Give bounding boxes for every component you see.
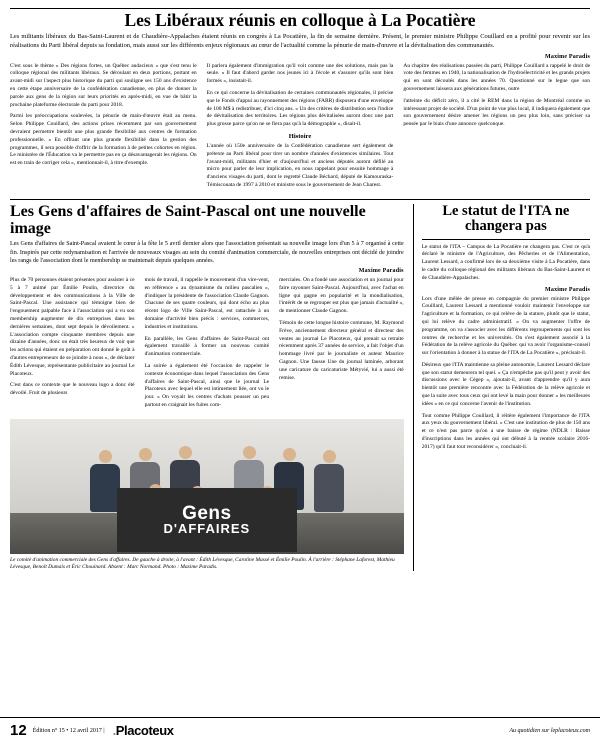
person-body	[90, 464, 120, 512]
logo-main: Gens	[182, 503, 232, 525]
article2-title: Les Gens d'affaires de Saint-Pascal ont une nouvelle image	[10, 202, 366, 237]
article1-column-1	[10, 63, 197, 194]
paragraph: L'année où 150e anniversaire de la Confédération canadienne sert également de prétexte au Parti libéral pour tirer un nombre d'années d'existences similaires. Tout l'avant-midi, militants d'hier et d'aujourd'hui et anciens députés auront défilé au micro pour parler de leur implication, en nous rappelant pour ensuite hommage à d'anciens visages du parti, dont le regretté Claude Béchard, député de Kamouraska-Témiscouata de 1997 à 2010 et ministre sous le gouvernement de Jean Charest.	[206, 143, 394, 189]
photo-caption: Le comité d'animation commerciale des Gens d'affaires. De gauche à droite, à l'avant : Édith Lévesque, Caroline Massé et Émilie Poulin. À l'arrière : Stéphane Laforest, Mathieu Lévesque, Benoît Dumais et Éric Chouinard. Absent : Marc Normand. Photo : Maxime Paradis.	[10, 556, 395, 571]
person-figure	[312, 450, 346, 514]
page-footer	[0, 717, 600, 743]
article1-columns	[10, 63, 590, 194]
article2-column-3	[279, 277, 404, 414]
paragraph: mois de travail, il rappelle le mouvement d'un vire-vent, en référence « au dynamisme du milieu pascalien », d'indiquer la présidente de l'association Claude Gagnon. Chacune de ses quatre couleurs, qui dont écho au plus récent logo de Ville Saint-Pascal, est rattachée à un domaine d'activité bien précis : services, commerces, industries et institutions.	[144, 277, 270, 330]
gens-affaires-logo	[117, 488, 297, 552]
article2-byline: Maxime Paradis	[358, 268, 404, 275]
article1-column-3	[403, 63, 590, 194]
paragraph: C'est sous le thème « Des régions fortes, un Québec audacieux » que s'est tenu le colloque régional des militants libéraux. Se déroulant en deux portions, portant en avant-midi sur l'aspect plus historique du parti qui souligne ses 150 ans d'existence en cette étape anniversaire de la confédération canadienne, en plus de donner la parole aux gens de la région sur leurs priorités en après-midi, en vue de bâtir la prochaine plateforme électorale du parti pour 2018.	[10, 62, 197, 108]
article3-title: Le statut de l'ITA ne changera pas	[442, 202, 570, 235]
person-head	[179, 446, 192, 459]
paragraph: C'est dans ce contexte que le nouveau logo a donc été dévoilé. Fruit de plusieurs	[10, 382, 135, 397]
paragraph: Il parlera également d'immigration qu'il voit comme une des solutions, mais pas la seule. « Il faut d'abord garder nos jeunes ici à l'école et s'assurer qu'ils sont bien formés », insistait-il.	[206, 62, 394, 85]
article2-column-2	[145, 277, 270, 414]
paragraph: Lors d'une mêlée de presse en compagnie du premier ministre Philippe Couillard, Laurent Lessard a mentionné vouloir maintenir l'enveloppe sur l'agriculture et la formation, ce qui relève de la stature, plutôt que le statut, qui lui relève du cadre administratif. « On va augmenter l'offre de programme, on va s'associer avec les différents regroupements qui sont les centres de recherche et les universités. On s'est également associé à la Fédération de la relève agricole du Québec qui va avoir l'organisme-conseil sur l'orientation à donner à la statue de l'ITA de La Pocatière », précisait-il.	[421, 295, 590, 357]
top-rule	[10, 8, 590, 9]
article3-byline: Maxime Paradis	[545, 286, 590, 293]
article2-column-1	[10, 277, 135, 414]
paragraph: Désireux que l'ITA maintienne sa pleine autonomie, Laurent Lessard déclare que son statut demeurera tel quel. « Ça n'empêche pas qu'il peut y avoir des discussions avec le Cégep », ajoutait-il, avant d'apprendre qu'il y aura bientôt une première rencontre avec la Fédération de la relève agricole et que la suite avec tous ceux qui ont levé la main pour donner « les meilleures idées » en ce qui concerne l'avenir de l'institution.	[421, 361, 590, 407]
edition-info: Édition n° 15 • 12 avril 2017 |	[32, 727, 105, 734]
logo-text	[163, 505, 250, 534]
article2-columns	[10, 277, 404, 414]
article-statut-ita	[413, 204, 590, 572]
masthead-name: Placoteux	[115, 723, 174, 738]
article1-lede: Les militants libéraux du Bas-Saint-Laurent et de Chaudière-Appalaches étaient réunis en congrès à La Pocatière, la fin de semaine dernière. Présent, le premier ministre Philippe Couillard en a profité pour revenir sur les réalisations du Parti libéral depuis sa fondation, mais aussi sur les différents enjeux régionaux au cœur de l'actualité comme la pénurie de main-d'œuvre et la dévitalisation des communautés.	[10, 33, 590, 50]
article1-title: Les Libéraux réunis en colloque à La Pocatière	[124, 10, 476, 30]
article3-rule	[422, 239, 590, 240]
person-body	[314, 464, 344, 512]
article-gens-affaires	[10, 204, 404, 572]
article1-subhead: Histoire	[288, 133, 312, 141]
article1-column-2	[207, 63, 394, 194]
article-liberaux	[10, 8, 590, 194]
masthead-prefix: .	[112, 723, 116, 738]
paragraph: Témoin de cette longue histoire commune, M. Raymond Frève, anciennement directeur général et directeur des ventes au journal Le Placoteux, qui prenait sa retraite récemment après 37 années de service, a fait l'objet d'un hommage livré par le journaliste et auteur Maurice Gagnon. Une fausse Une du journal laminée, arborant une caricature du caricaturiste Métyvié, lui a aussi été remise.	[279, 320, 404, 381]
person-head	[323, 450, 336, 463]
lower-section	[10, 204, 590, 572]
paragraph: Plus de 70 personnes étaient présentes pour assister à ce 5 à 7 animé par Émilie Poulin, directrice du développement et des communications à la Ville de Saint-Pascal. Une assistance qui témoigne bien de l'engouement palpable face à l'association qui a vu son membership augmenter de dix entreprises dans les dernières semaines, dont sept depuis le dévoilement. « L'association compte cinquante membres depuis une dizaine d'années, donc on était très heureux de voir que les actions qui étaient en préparation ont donné le goût à d'autres entrepreneurs de se joindre à nous », de déclarer Édith Lévesque, représentante publicitaire au journal Le Placoteux.	[10, 277, 135, 377]
footer-website: Au quotidien sur leplacoteux.com	[509, 727, 590, 734]
person-head	[283, 448, 296, 461]
article2-photo	[10, 419, 404, 554]
paragraph: merciales. On a fondé une association et un journal pour faire rayonner Saint-Pascal. Aujourd'hui, avec l'achat en ligne qui gagne en popularité et la mondialisation, l'intérêt de se regrouper est plus que jamais d'actualité », de mentionner Claude Gagnon.	[279, 277, 404, 315]
person-head	[243, 446, 256, 459]
paragraph: Parmi les préoccupations soulevées, la pénurie de main-d'œuvre était au menu. Selon Philippe Couillard, des actions prises récemment par son gouvernement devraient permettre bientôt une plus grande flexibilité aux centres de formation professionnelle. « En offrant une plus grande flexibilité dans la gestion des programmes, il sera possible d'offrir de la formation à de petites cohortes en région. Le ministère de l'Éducation va le permettre pas en ça désavantagerait les régions. On est en train de corriger cela », mentionnait-il, à titre d'exemple.	[10, 113, 197, 167]
article3-lede: Le statut de l'ITA – Campus de La Pocatière ne changera pas. C'est ce qu'a déclaré le ministre de l'Agriculture, des Pêcheries et de l'Alimentation, Laurent Lessard, a confirmé lors de sa deuxième visite à La Pocatière, dans le cadre du colloque régional des militants libéraux du Bas-Saint-Laurent et de Chaudière-Appalaches.	[421, 243, 590, 281]
paragraph: En parallèle, les Gens d'affaires de Saint-Pascal ont également travaillé à former un nouveau comité d'animation commerciale.	[144, 335, 270, 358]
person-head	[99, 450, 112, 463]
section-divider	[10, 199, 590, 200]
paragraph: En ce qui concerne la dévitalisation de certaines communautés régionales, il précise que le Fonds d'appui au rayonnement des régions (FARR) disposera d'une enveloppe de 100 M$ à redistribuer, d'ici cinq ans. « Un des critères de distribution sera l'indice de dévitalisation des territoires. Les régions plus dévitalisées auront donc une part plus grosse parce qu'on ne se fiera pas qu'à la démographie », disait-il.	[206, 90, 394, 128]
paragraph: Tout comme Philippe Couillard, il réitère également l'importance de l'ITA aux yeux du gouvernement libéral. « C'est une institution de plus de 150 ans et ce n'est pas parce qu'on a une baisse de régime (NDLR : Baisse d'inscriptions dans les années qui ont débuté à la rentrée scolaire 2016-2017) qu'il faut tout reconsidérer », concluait-il.	[421, 412, 590, 450]
person-head	[139, 448, 152, 461]
masthead-logo	[113, 723, 174, 738]
paragraph: l'atteinte du déficit zéro, il a cité le REM dans la région de Montréal comme un intéressant projet de société. D'un point de vue plus local, il indiquera également que son gouvernement désire amener les régions un peu plus loin, sans préciser sa pensée par le biais d'une annonce quelconque.	[403, 97, 591, 128]
page-number: 12	[10, 722, 27, 739]
paragraph: Au chapitre des réalisations passées du parti, Philippe Couillard a rappelé le droit de vote des femmes en 1940, la nationalisation de l'hydroélectricité et les grands projets qui en sont découlés dans les années 70. Questionné sur le legue que son gouvernement laissera aux générations futures, outre	[403, 62, 591, 93]
article2-lede: Les Gens d'affaires de Saint-Pascal avaient le cœur à la fête le 5 avril dernier alors que l'association présentait sa nouvelle image lors d'un 5 à 7 organisé à cette fin. Inspirés par cette redynamisation et l'arrivée de nouveaux visages au sein du comité d'animation commerciale, de nouvelles entreprises ont décidé de joindre les rangs de l'association dont le membership se maintenait depuis quelques années.	[10, 241, 404, 264]
paragraph: La soirée a également été l'occasion de rappeler le contexte économique dans lequel l'association des Gens d'affaires de Saint-Pascal, ainsi que le journal Le Placoteux avec lequel elle est intimement liée, ont vu le jour. « On voyait les centres d'achats pousser un peu partout en craignait les fuites com-	[144, 363, 270, 409]
logo-sub: D'AFFAIRES	[163, 520, 251, 536]
article1-byline: Maxime Paradis	[545, 53, 590, 60]
